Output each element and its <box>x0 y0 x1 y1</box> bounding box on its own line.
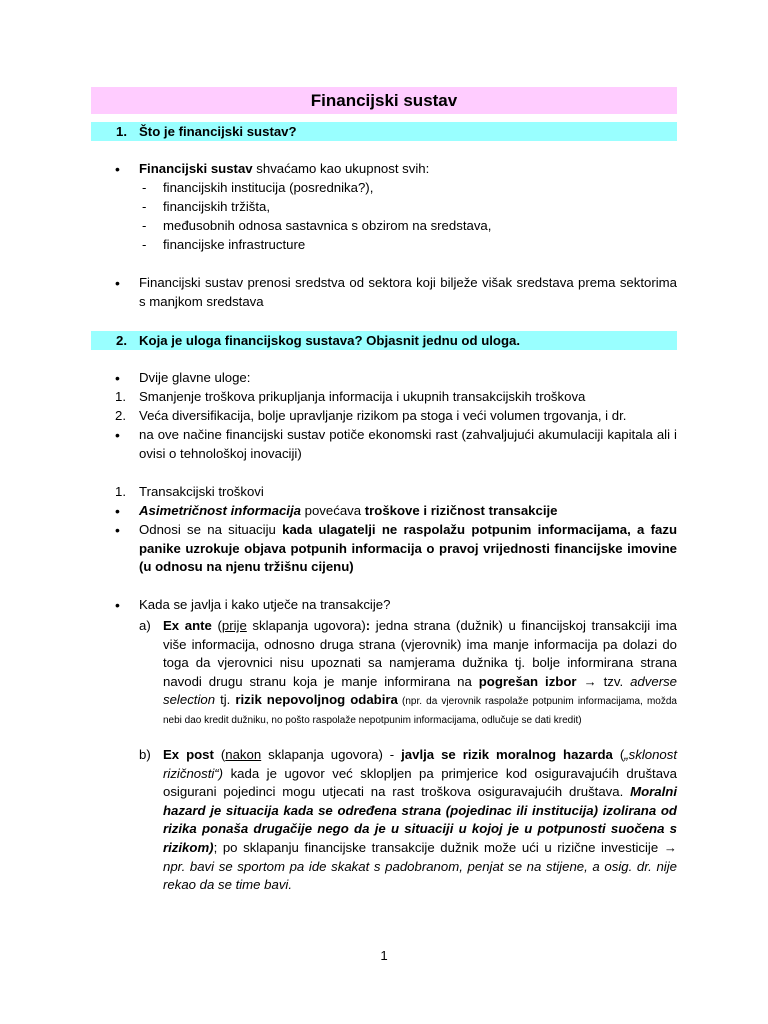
list-number: 2. <box>115 408 126 423</box>
definition-moral-hazard: Moralni hazard je situacija kada se određena strana (pojedinac ili institucija) izolirana od rizika ponaša drugačije nego da je u situaciji u kojoj je u potpunosti suočena s rizikom) <box>163 784 677 855</box>
text: kada je ugovor već sklopljen pa primjerice kod osiguravajućih društava osigurani pojedinci mogu utjecati na rast troškova osiguravajućih društava. <box>163 765 677 800</box>
arrow-text: → tzv. <box>576 673 631 689</box>
item-label-a: a) <box>139 618 151 633</box>
dash-marker: - <box>142 218 147 233</box>
underlined-prije: prije <box>221 618 247 633</box>
term-rizik-nepovoljnog-odabira: rizik nepovoljnog odabira <box>235 692 398 708</box>
list-number: 1. <box>115 389 126 404</box>
dash-marker: - <box>142 237 147 252</box>
text: tj. <box>215 692 236 708</box>
bullet-situation <box>139 521 677 577</box>
bullet-two-roles: • Dvije glavne uloge: <box>139 369 250 388</box>
ex-post-paragraph <box>163 746 677 895</box>
question-1-number: 1. <box>116 124 127 139</box>
underlined-nakon: nakon <box>225 747 262 762</box>
dash-marker: - <box>142 199 147 214</box>
list-item: međusobnih odnosa sastavnica s obzirom na sredstava, <box>163 218 492 233</box>
section-heading: Transakcijski troškovi <box>139 484 264 499</box>
ex-ante-paragraph <box>163 617 677 729</box>
bullet-question: • Kada se javlja i kako utječe na transakcije? <box>139 596 390 615</box>
list-item: financijskih institucija (posrednika?), <box>163 180 374 195</box>
term-adverse-selection: adverse selection <box>163 673 678 708</box>
text: sklapanja ugovora) - <box>261 747 402 762</box>
role-item: Veća diversifikacija, bolje upravljanje rizikom pa stoga i veći volumen trgovanja, i dr. <box>139 408 627 423</box>
question-1-bar <box>91 122 677 141</box>
text: ( <box>211 618 222 633</box>
term-troskovi: troškove i rizičnost transakcije <box>364 503 558 518</box>
term-ex-ante: Ex ante <box>163 618 212 633</box>
text: ( <box>213 747 226 762</box>
term-ex-post: Ex post <box>163 747 214 762</box>
term-moralni-hazard: javlja se rizik moralnog hazarda <box>401 747 613 762</box>
question-2-number: 2. <box>116 333 127 348</box>
role-item: Smanjenje troškova prikupljanja informacija i ukupnih transakcijskih troškova <box>139 389 586 404</box>
list-item: financijske infrastructure <box>163 237 306 252</box>
question-2-text: Koja je uloga financijskog sustava? Objasnit jednu od uloga. <box>139 333 521 348</box>
bullet-text: shvaćamo kao ukupnost svih: <box>252 161 430 176</box>
colon: : <box>365 618 371 633</box>
term-financijski-sustav: Financijski sustav <box>139 161 253 176</box>
item-label-b: b) <box>139 747 151 762</box>
term-asimetricnost: Asimetričnost informacija <box>139 503 301 518</box>
bullet-text: povećava <box>300 503 365 518</box>
bullet-financial-system <box>139 160 429 179</box>
bullet-economic-growth: • na ove načine financijski sustav potiče ekonomski rast (zahvaljujući akumulaciji kapitala ali i ovisi o tehnološkoj inovaciji) <box>139 426 677 463</box>
bullet-asymmetry <box>139 502 558 521</box>
question-2-bar <box>91 331 677 350</box>
page-title: Financijski sustav <box>91 87 677 114</box>
dash-marker: - <box>142 180 147 195</box>
term-pogresan-izbor: pogrešan izbor <box>478 673 577 689</box>
bullet-text: Odnosi se na situaciju <box>139 522 283 537</box>
quote-sklonost: „sklonost rizičnosti“) <box>163 747 678 781</box>
text: ; po sklapanju financijske transakcije dužnik može ući u rizične investicije → <box>213 839 677 855</box>
small-note: (npr. da vjerovnik raspolaže potpunim informacijama, možda nebi dao kredit dužniku, no pošto raspolaže nepotpunim informacijama, odlučuje se dati kredit) <box>163 696 677 726</box>
text: jedna strana (dužnik) u financijskoj transakciji ima više informacija, odnosno druga strana (vjerovnik) ima manje informacija pa dolazi do toga da vjerovnici nisu upoznati sa namjerama dužnika tj. bolje informirana strana navodi drugu stranu koja je manje informirana na <box>163 618 677 689</box>
page-number: 1 <box>380 948 388 963</box>
text: ( <box>612 747 625 762</box>
bold-explanation: kada ulagatelji ne raspolažu potpunim informacijama, a fazu panike uzrokuje objava potpunih informacija o pravoj vrijednosti financijske imovine (u odnosu na njenu tržišnu cijenu) <box>139 522 677 575</box>
list-item: financijskih tržišta, <box>163 199 271 214</box>
question-1-text: Što je financijski sustav? <box>139 124 297 139</box>
text: sklapanja ugovora) <box>246 618 366 633</box>
example-text: npr. bavi se sportom pa ide skakat s padobranom, penjat se na stijene, a osig. dr. nije rekao da se time bavi. <box>163 858 677 893</box>
list-number: 1. <box>115 484 126 499</box>
bullet-transfer: • Financijski sustav prenosi sredstva od sektora koji bilježe višak sredstava prema sektorima s manjkom sredstava <box>139 274 677 311</box>
